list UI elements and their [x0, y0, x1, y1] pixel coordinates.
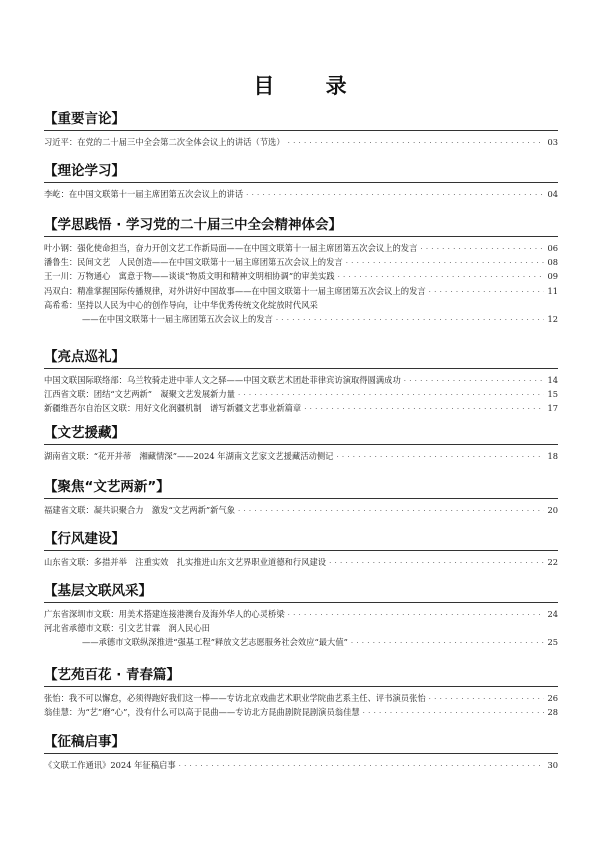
toc-entry[interactable]	[44, 298, 558, 312]
page-number: 06	[547, 243, 558, 253]
entry-title: 江西省文联：团结“文艺两新” 凝聚文艺发展新力量	[44, 389, 236, 400]
toc-section	[44, 162, 558, 201]
dot-leader	[288, 136, 545, 150]
entry-title: 王一川：万物通心 寓意于物——谈谈“物质文明和精神文明相协调”的审美实践	[44, 271, 335, 282]
entry-title: 冯双白：精准掌握国际传播规律，对外讲好中国故事——在中国文联第十一届主席团第五次会议上的发言	[44, 285, 426, 296]
entry-title: 福建省文联：凝共识聚合力 激发“文艺两新”新气象	[44, 505, 236, 515]
page-number: 28	[547, 707, 558, 718]
section-divider	[44, 498, 558, 499]
toc-entry[interactable]	[44, 401, 558, 415]
page-number: 17	[547, 403, 558, 414]
toc-section	[44, 733, 558, 772]
page-number: 24	[547, 609, 558, 619]
toc-entry[interactable]	[44, 691, 558, 705]
section-divider	[44, 602, 558, 603]
page-number: 04	[547, 189, 558, 199]
dot-leader	[179, 759, 545, 773]
dot-leader	[363, 706, 545, 720]
dot-leader	[351, 636, 545, 650]
entry-title: ——在中国文联第十一届主席团第五次会议上的发言	[82, 313, 273, 324]
section-divider	[44, 753, 558, 754]
section-heading: 【理论学习】	[44, 163, 125, 179]
entry-title: ——承德市文联纵深推进“强基工程”释放文艺志愿服务社会效应“最大值”	[82, 637, 348, 648]
toc-section	[44, 666, 558, 719]
page-number: 12	[547, 313, 558, 324]
toc-section	[44, 216, 558, 326]
page-number: 08	[547, 257, 558, 268]
toc-section	[44, 424, 558, 463]
toc-entry[interactable]	[44, 187, 558, 201]
dot-leader	[238, 388, 544, 402]
page-number: 03	[547, 137, 558, 147]
toc-section	[44, 530, 558, 569]
section-heading: 【学思践悟 · 学习党的二十届三中全会精神体会】	[44, 217, 343, 233]
toc-entry[interactable]	[44, 135, 558, 149]
dot-leader	[276, 313, 545, 327]
section-divider	[44, 368, 558, 369]
section-divider	[44, 182, 558, 183]
page-title: 目 录	[253, 74, 369, 98]
page-number: 30	[547, 760, 558, 770]
toc-entry[interactable]	[44, 705, 558, 719]
section-heading: 【聚焦“文艺两新”】	[44, 479, 170, 495]
entry-title: 《文联工作通讯》2024 年征稿启事	[44, 760, 176, 770]
toc-entry[interactable]	[44, 621, 558, 635]
dot-leader	[420, 242, 544, 256]
page-number: 09	[547, 271, 558, 282]
entry-title: 广东省深圳市文联：用美术搭建连接港澳台及海外华人的心灵桥梁	[44, 609, 285, 619]
dot-leader	[246, 188, 544, 202]
page-number: 11	[547, 285, 558, 296]
dot-leader	[288, 608, 545, 622]
dot-leader	[329, 556, 544, 570]
toc-entry[interactable]	[44, 284, 558, 298]
entry-title: 中国文联国际联络部：乌兰牧骑走进中菲人文之驿——中国文联艺术团赴菲律宾访演取得圆满成功	[44, 375, 401, 385]
toc-entry[interactable]	[44, 373, 558, 387]
dot-leader	[238, 504, 544, 518]
section-divider	[44, 550, 558, 551]
toc-entry[interactable]	[44, 555, 558, 569]
entry-title: 山东省文联：多措并举 注重实效 扎实推进山东文艺界职业道德和行风建设	[44, 557, 327, 567]
toc-entry[interactable]	[44, 635, 558, 649]
page-number: 26	[547, 693, 558, 703]
section-heading: 【艺苑百花 · 青春篇】	[44, 667, 181, 683]
section-heading: 【重要言论】	[44, 111, 125, 127]
dot-leader	[404, 374, 545, 388]
section-divider	[44, 130, 558, 131]
page-number: 18	[547, 451, 558, 461]
entry-title: 高希希：坚持以人民为中心的创作导向，让中华优秀传统文化绽放时代风采	[44, 299, 318, 310]
section-heading: 【亮点巡礼】	[44, 349, 125, 365]
toc-entry[interactable]	[44, 387, 558, 401]
entry-title: 河北省承德市文联：引文艺甘霖 润人民心田	[44, 623, 210, 634]
dot-leader	[338, 270, 545, 284]
entry-title: 翁佳慧：为“艺”磨“心”，没有什么可以高于昆曲——专访北方昆曲剧院昆剧演员翁佳慧	[44, 707, 360, 718]
page-number: 20	[547, 505, 558, 515]
section-divider	[44, 444, 558, 445]
toc-section	[44, 348, 558, 416]
dot-leader	[346, 256, 545, 270]
page-number: 22	[547, 557, 558, 567]
section-divider	[44, 236, 558, 237]
section-heading: 【征稿启事】	[44, 734, 125, 750]
dot-leader	[429, 285, 545, 299]
section-divider	[44, 686, 558, 687]
entry-title: 张怡：我不可以懈怠，必须得跑好我们这一棒——专访北京戏曲艺术职业学院曲艺系主任、评书演员张怡	[44, 693, 426, 703]
toc-entry[interactable]	[44, 241, 558, 255]
entry-title: 李屹：在中国文联第十一届主席团第五次会议上的讲话	[44, 189, 244, 199]
page-number: 15	[547, 389, 558, 400]
entry-title: 潘鲁生：民间文艺 人民创造——在中国文联第十一届主席团第五次会议上的发言	[44, 257, 343, 268]
page-number: 25	[547, 637, 558, 648]
toc-entry[interactable]	[44, 449, 558, 463]
toc-section	[44, 582, 558, 650]
section-heading: 【行风建设】	[44, 531, 125, 547]
toc-entry[interactable]	[44, 269, 558, 283]
section-heading: 【基层文联风采】	[44, 583, 152, 599]
toc-entry[interactable]	[44, 255, 558, 269]
dot-leader	[304, 402, 544, 416]
toc-section	[44, 478, 558, 517]
dot-leader	[336, 450, 544, 464]
toc-entry[interactable]	[44, 758, 558, 772]
entry-title: 习近平：在党的二十届三中全会第二次全体会议上的讲话（节选）	[44, 137, 285, 147]
page-number: 14	[547, 375, 558, 385]
toc-entry[interactable]	[44, 312, 558, 326]
toc-section	[44, 110, 558, 149]
entry-title: 新疆维吾尔自治区文联：用好文化润疆机制 谱写新疆文艺事业新篇章	[44, 403, 302, 414]
toc-entry[interactable]	[44, 607, 558, 621]
entry-title: 湖南省文联：“花开并蒂 湘藏情深”——2024 年湖南文艺家文艺援藏活动侧记	[44, 451, 334, 461]
toc-entry[interactable]	[44, 503, 558, 517]
entry-title: 叶小钢：强化使命担当，奋力开创文艺工作新局面——在中国文联第十一届主席团第五次会议上的发言	[44, 243, 418, 253]
section-heading: 【文艺援藏】	[44, 425, 125, 441]
dot-leader	[429, 692, 545, 706]
